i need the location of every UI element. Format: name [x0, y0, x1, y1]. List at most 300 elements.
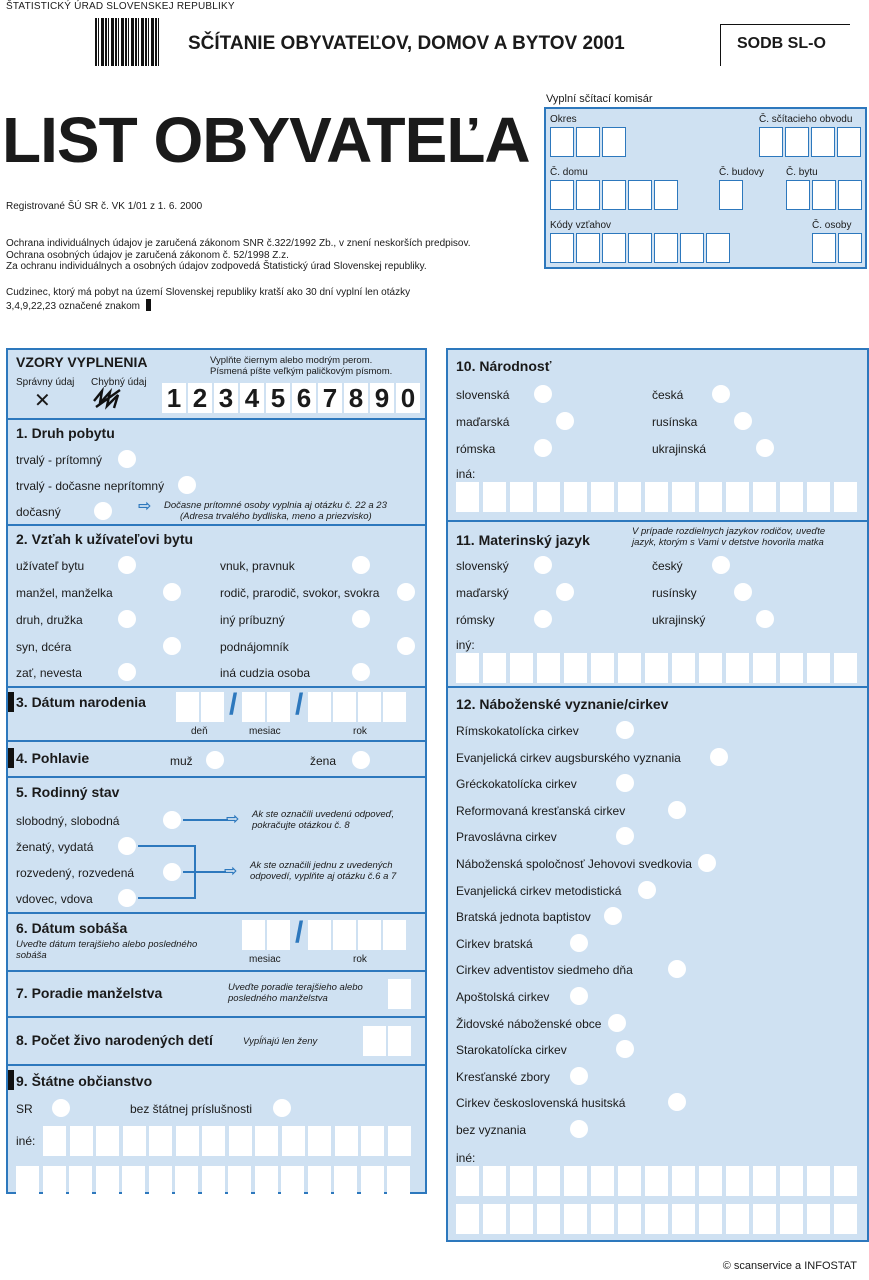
char-box[interactable]: [753, 482, 776, 512]
q2-radio[interactable]: [163, 637, 181, 655]
q12-option-label: Cirkev československá husitská: [456, 1096, 626, 1111]
q12-radio[interactable]: [570, 934, 588, 952]
char-box[interactable]: [780, 1204, 803, 1234]
marker-symbol: [146, 299, 151, 311]
q12-options: [448, 688, 868, 1137]
dom-box[interactable]: [654, 180, 678, 210]
q12-option-label: Bratská jednota baptistov: [456, 910, 591, 925]
q5-title: 5. Rodinný stav: [16, 784, 120, 800]
char-box[interactable]: [672, 1204, 695, 1234]
char-box[interactable]: [510, 482, 533, 512]
q3-year-box[interactable]: [358, 692, 381, 722]
q8-note: Vypĺňajú len ženy: [243, 1036, 318, 1047]
char-box[interactable]: [834, 482, 857, 512]
q2-title: 2. Vzťah k užívateľovi bytu: [16, 531, 194, 547]
date-separator: /: [295, 916, 304, 949]
q4-radio[interactable]: [206, 751, 224, 769]
q1-option-label: trvalý - dočasne neprítomný: [16, 479, 165, 493]
char-box[interactable]: [726, 482, 749, 512]
form-code: SODB SL-O: [737, 35, 826, 52]
year-caption: rok: [353, 726, 367, 737]
q3-title: 3. Dátum narodenia: [16, 694, 146, 710]
char-box[interactable]: [591, 1204, 614, 1234]
char-box[interactable]: [753, 1166, 776, 1196]
q7-box[interactable]: [388, 979, 411, 1009]
q12-option-label: Reformovaná kresťanská cirkev: [456, 803, 626, 818]
q11-radio[interactable]: [734, 583, 752, 601]
char-box[interactable]: [483, 1204, 506, 1234]
char-box[interactable]: [699, 1166, 722, 1196]
q2-radio[interactable]: [397, 637, 415, 655]
char-box[interactable]: [753, 653, 776, 683]
q5-note: pokračujte otázkou č. 8: [252, 820, 350, 831]
q11-section: [448, 520, 867, 686]
connector-line: [194, 871, 226, 873]
char-box[interactable]: [807, 1166, 830, 1196]
char-box[interactable]: [699, 653, 722, 683]
obvod-box[interactable]: [785, 127, 809, 157]
vztahy-box[interactable]: [628, 233, 652, 263]
q6-year-box[interactable]: [383, 920, 406, 950]
q12-option-label: Židovské náboženské obce: [456, 1016, 602, 1031]
q11-radio[interactable]: [556, 583, 574, 601]
q2-option-label: druh, družka: [16, 613, 83, 627]
char-box[interactable]: [618, 1166, 641, 1196]
q12-radio[interactable]: [668, 801, 686, 819]
budova-box[interactable]: [719, 180, 743, 210]
char-box[interactable]: [672, 653, 695, 683]
vztahy-box[interactable]: [680, 233, 704, 263]
dom-box[interactable]: [602, 180, 626, 210]
char-box[interactable]: [564, 1204, 587, 1234]
q3-year-box[interactable]: [383, 692, 406, 722]
q12-other-label: iné:: [456, 1151, 476, 1165]
byt-box[interactable]: [812, 180, 836, 210]
q4-radio[interactable]: [352, 751, 370, 769]
char-box[interactable]: [834, 653, 857, 683]
char-box[interactable]: [176, 1126, 199, 1156]
q10-radio[interactable]: [712, 385, 730, 403]
char-box[interactable]: [456, 482, 479, 512]
q2-radio[interactable]: [397, 583, 415, 601]
q2-radio[interactable]: [118, 610, 136, 628]
char-box[interactable]: [149, 1126, 172, 1156]
obvod-box[interactable]: [811, 127, 835, 157]
char-box[interactable]: [780, 653, 803, 683]
q12-radio[interactable]: [604, 907, 622, 925]
q6-note: Uveďte dátum terajšieho alebo posledného: [16, 939, 198, 950]
q5-radio[interactable]: [118, 889, 136, 907]
dom-box[interactable]: [628, 180, 652, 210]
obvod-label: Č. sčítacieho obvodu: [759, 114, 853, 125]
q10-radio[interactable]: [556, 412, 574, 430]
char-box[interactable]: [202, 1166, 225, 1196]
q12-section: [448, 686, 867, 1240]
correct-mark-icon: ✕: [34, 390, 51, 412]
q2-option-label: iná cudzia osoba: [220, 666, 311, 680]
char-box[interactable]: [456, 653, 479, 683]
q5-radio[interactable]: [118, 837, 136, 855]
q11-option-label: ukrajinský: [652, 613, 706, 627]
char-box[interactable]: [282, 1126, 305, 1156]
q12-radio[interactable]: [570, 1067, 588, 1085]
char-box[interactable]: [645, 482, 668, 512]
char-box[interactable]: [834, 1204, 857, 1234]
sample-digit: 9: [370, 383, 394, 413]
q9-radio[interactable]: [52, 1099, 70, 1117]
q7-note: Uveďte poradie terajšieho alebo: [228, 982, 363, 993]
q2-option-label: zať, nevesta: [16, 666, 82, 680]
char-box[interactable]: [699, 1204, 722, 1234]
registration-note: Registrované ŠÚ SR č. VK 1/01 z 1. 6. 2000: [6, 201, 203, 212]
q2-radio[interactable]: [352, 663, 370, 681]
q12-radio[interactable]: [638, 881, 656, 899]
samples-instruction: Písmená píšte veľkým paličkovým písmom.: [210, 366, 393, 377]
char-box[interactable]: [699, 482, 722, 512]
char-box[interactable]: [255, 1166, 278, 1196]
char-box[interactable]: [123, 1126, 146, 1156]
obvod-box[interactable]: [837, 127, 861, 157]
q10-option-label: rusínska: [652, 415, 698, 429]
q12-radio[interactable]: [668, 1093, 686, 1111]
q10-option-label: maďarská: [456, 415, 510, 429]
char-box[interactable]: [281, 1166, 304, 1196]
q12-radio[interactable]: [616, 721, 634, 739]
char-box[interactable]: [807, 1204, 830, 1234]
q2-radio[interactable]: [352, 610, 370, 628]
char-box[interactable]: [618, 653, 641, 683]
connector-line: [138, 897, 196, 899]
q12-option-label: Pravoslávna cirkev: [456, 830, 557, 845]
char-box[interactable]: [537, 1166, 560, 1196]
q10-title: 10. Národnosť: [456, 358, 552, 374]
q1-option-label: dočasný: [16, 505, 61, 519]
q6-year-box[interactable]: [333, 920, 356, 950]
char-box[interactable]: [618, 482, 641, 512]
foreigner-marker: [8, 1070, 14, 1090]
char-box[interactable]: [564, 1166, 587, 1196]
samples-section: [8, 350, 425, 418]
q11-radio[interactable]: [712, 556, 730, 574]
q6-year-box[interactable]: [308, 920, 331, 950]
char-box[interactable]: [361, 1126, 384, 1156]
q9-option-label: bez štátnej príslušnosti: [130, 1102, 253, 1116]
year-caption: rok: [353, 954, 367, 965]
q12-option-label: bez vyznania: [456, 1123, 527, 1137]
q6-month-box[interactable]: [267, 920, 290, 950]
q12-radio[interactable]: [710, 748, 728, 766]
sample-digit: 7: [318, 383, 342, 413]
char-box[interactable]: [69, 1166, 92, 1196]
sample-digit: 1: [162, 383, 186, 413]
okres-box[interactable]: [602, 127, 626, 157]
char-box[interactable]: [361, 1166, 384, 1196]
q6-year-box[interactable]: [358, 920, 381, 950]
char-box[interactable]: [780, 1166, 803, 1196]
day-caption: deň: [191, 726, 208, 737]
char-box[interactable]: [591, 653, 614, 683]
q11-option-label: rómsky: [456, 613, 495, 627]
char-box[interactable]: [96, 1126, 119, 1156]
q2-radio[interactable]: [118, 663, 136, 681]
okres-box[interactable]: [550, 127, 574, 157]
q8-box[interactable]: [388, 1026, 411, 1056]
char-box[interactable]: [564, 482, 587, 512]
sample-digit: 5: [266, 383, 290, 413]
q1-title: 1. Druh pobytu: [16, 425, 115, 441]
char-box[interactable]: [334, 1166, 357, 1196]
arrow-right-icon: ⇨: [138, 498, 152, 515]
date-separator: /: [295, 688, 304, 721]
q8-box[interactable]: [363, 1026, 386, 1056]
char-box[interactable]: [672, 1166, 695, 1196]
q9-other-row: [16, 1166, 426, 1198]
q10-option-label: česká: [652, 388, 684, 402]
okres-label: Okres: [550, 114, 577, 125]
sample-digit: 3: [214, 383, 238, 413]
q12-option-label: Rímskokatolícka cirkev: [456, 724, 579, 738]
q9-section: [8, 1064, 425, 1192]
q5-option-label: ženatý, vydatá: [16, 840, 94, 854]
char-box[interactable]: [618, 1204, 641, 1234]
commissioner-panel: [544, 107, 867, 269]
q2-radio[interactable]: [352, 556, 370, 574]
char-box[interactable]: [228, 1166, 251, 1196]
char-box[interactable]: [537, 653, 560, 683]
connector-line: [138, 845, 196, 847]
q6-month-box[interactable]: [242, 920, 265, 950]
q12-option-label: Starokatolícka cirkev: [456, 1043, 567, 1058]
byt-box[interactable]: [786, 180, 810, 210]
q11-radio[interactable]: [534, 556, 552, 574]
q12-option-label: Náboženská spoločnosť Jehovovi svedkovia: [456, 857, 692, 871]
q3-day-box[interactable]: [201, 692, 224, 722]
q12-option-label: Evanjelická cirkev metodistická: [456, 883, 622, 898]
month-caption: mesiac: [249, 726, 281, 737]
q1-note: (Adresa trvalého bydliska, meno a priezvisko): [180, 511, 372, 522]
q2-radio[interactable]: [163, 583, 181, 601]
q10-other-label: iná:: [456, 467, 476, 481]
dom-box[interactable]: [576, 180, 600, 210]
q5-option-label: rozvedený, rozvedená: [16, 866, 135, 880]
sample-digit: 0: [396, 383, 420, 413]
char-box[interactable]: [16, 1166, 39, 1196]
q10-radio[interactable]: [534, 439, 552, 457]
q9-option-label: SR: [16, 1102, 33, 1116]
q12-radio[interactable]: [668, 960, 686, 978]
q5-radio[interactable]: [163, 811, 181, 829]
char-box[interactable]: [308, 1166, 331, 1196]
q12-option-label: Gréckokatolícka cirkev: [456, 777, 577, 792]
q11-note: V prípade rozdielnych jazykov rodičov, uveďte: [632, 526, 826, 537]
osoba-box[interactable]: [838, 233, 862, 263]
dom-label: Č. domu: [550, 167, 588, 178]
q12-radio[interactable]: [616, 827, 634, 845]
q10-radio[interactable]: [756, 439, 774, 457]
q10-option-label: ukrajinská: [652, 442, 707, 456]
q11-other-label: iný:: [456, 638, 475, 652]
q6-section: [8, 912, 425, 970]
char-box[interactable]: [834, 1166, 857, 1196]
q5-option-label: vdovec, vdova: [16, 892, 93, 906]
q3-section: [8, 686, 425, 740]
char-box[interactable]: [122, 1166, 145, 1196]
q11-radio[interactable]: [534, 610, 552, 628]
q1-radio[interactable]: [178, 476, 196, 494]
q7-note: posledného manželstva: [228, 993, 328, 1004]
month-caption: mesiac: [249, 954, 281, 965]
q12-title: 12. Náboženské vyznanie/cirkev: [456, 696, 669, 712]
char-box[interactable]: [537, 482, 560, 512]
char-box[interactable]: [510, 1204, 533, 1234]
q12-other-row: [456, 1166, 866, 1198]
q3-month-box[interactable]: [242, 692, 265, 722]
q2-option-label: manžel, manželka: [16, 586, 113, 600]
q4-option-label: muž: [170, 754, 193, 768]
vztahy-box[interactable]: [706, 233, 730, 263]
char-box[interactable]: [510, 1166, 533, 1196]
char-box[interactable]: [591, 1166, 614, 1196]
q12-option-label: Cirkev bratská: [456, 936, 533, 951]
char-box[interactable]: [537, 1204, 560, 1234]
q2-option-label: podnájomník: [220, 640, 289, 654]
char-box[interactable]: [591, 482, 614, 512]
foreigner-marker: [8, 748, 14, 768]
q12-radio[interactable]: [570, 987, 588, 1005]
sample-digit: 2: [188, 383, 212, 413]
vztahy-box[interactable]: [602, 233, 626, 263]
q3-month-box[interactable]: [267, 692, 290, 722]
char-box[interactable]: [202, 1126, 225, 1156]
sample-digit: 6: [292, 383, 316, 413]
vztahy-box[interactable]: [576, 233, 600, 263]
char-box[interactable]: [456, 1166, 479, 1196]
char-box[interactable]: [564, 653, 587, 683]
q6-title: 6. Dátum sobáša: [16, 920, 128, 936]
q12-radio[interactable]: [616, 1040, 634, 1058]
vztahy-label: Kódy vzťahov: [550, 220, 612, 231]
q11-note: jazyk, ktorým s Vami v detstve hovorila matka: [632, 537, 824, 548]
q5-radio[interactable]: [163, 863, 181, 881]
samples-title: VZORY VYPLNENIA: [16, 354, 148, 370]
q10-radio[interactable]: [534, 385, 552, 403]
char-box[interactable]: [387, 1166, 410, 1196]
char-box[interactable]: [510, 653, 533, 683]
char-box[interactable]: [672, 482, 695, 512]
arrow-right-icon: ⇨: [224, 863, 238, 880]
osoba-box[interactable]: [812, 233, 836, 263]
char-box[interactable]: [726, 1204, 749, 1234]
q1-radio[interactable]: [94, 502, 112, 520]
data-protection-note: [6, 238, 471, 273]
char-box[interactable]: [335, 1126, 358, 1156]
q9-radio[interactable]: [273, 1099, 291, 1117]
char-box[interactable]: [807, 482, 830, 512]
char-box[interactable]: [780, 482, 803, 512]
char-box[interactable]: [456, 1204, 479, 1234]
q5-option-label: slobodný, slobodná: [16, 814, 120, 828]
q11-option-label: maďarský: [456, 586, 509, 600]
char-box[interactable]: [753, 1204, 776, 1234]
q7-title: 7. Poradie manželstva: [16, 985, 163, 1001]
char-box[interactable]: [255, 1126, 278, 1156]
q10-option-label: rómska: [456, 442, 496, 456]
q8-title: 8. Počet živo narodených detí: [16, 1032, 213, 1048]
q5-note: Ak ste označili jednu z uvedených: [250, 860, 393, 871]
wrong-mark-icon: [92, 387, 122, 416]
char-box[interactable]: [96, 1166, 119, 1196]
q12-option-label: Evanjelická cirkev augsburského vyznania: [456, 750, 681, 765]
char-box[interactable]: [229, 1126, 252, 1156]
q12-radio[interactable]: [570, 1120, 588, 1138]
okres-box[interactable]: [576, 127, 600, 157]
byt-box[interactable]: [838, 180, 862, 210]
q12-radio[interactable]: [608, 1014, 626, 1032]
char-box[interactable]: [645, 1204, 668, 1234]
barcode: [95, 18, 159, 66]
char-box[interactable]: [807, 653, 830, 683]
vztahy-box[interactable]: [654, 233, 678, 263]
char-box[interactable]: [645, 653, 668, 683]
q3-day-box[interactable]: [176, 692, 199, 722]
q3-year-box[interactable]: [333, 692, 356, 722]
char-box[interactable]: [726, 653, 749, 683]
date-separator: /: [229, 688, 238, 721]
char-box[interactable]: [388, 1126, 411, 1156]
q11-option-label: slovenský: [456, 559, 509, 573]
q10-radio[interactable]: [734, 412, 752, 430]
q7-section: [8, 970, 425, 1016]
char-box[interactable]: [726, 1166, 749, 1196]
obvod-box[interactable]: [759, 127, 783, 157]
byt-label: Č. bytu: [786, 167, 818, 178]
char-box[interactable]: [149, 1166, 172, 1196]
samples-instruction: Vyplňte čiernym alebo modrým perom.: [210, 355, 373, 366]
q11-other-row: [456, 653, 866, 685]
q3-year-box[interactable]: [308, 692, 331, 722]
char-box[interactable]: [43, 1126, 66, 1156]
q6-note: sobáša: [16, 950, 47, 961]
char-box[interactable]: [43, 1166, 66, 1196]
dom-box[interactable]: [550, 180, 574, 210]
char-box[interactable]: [308, 1126, 331, 1156]
char-box[interactable]: [175, 1166, 198, 1196]
foreigner-line: Cudzinec, ktorý má pobyt na území Slovenskej republiky kratší ako 30 dní vyplní len otázky: [6, 287, 411, 298]
q12-radio[interactable]: [698, 854, 716, 872]
char-box[interactable]: [483, 653, 506, 683]
wrong-label: Chybný údaj: [91, 377, 147, 388]
q10-option-label: slovenská: [456, 388, 510, 402]
q1-radio[interactable]: [118, 450, 136, 468]
q4-option-label: žena: [310, 754, 337, 768]
q12-option-label: Apoštolská cirkev: [456, 990, 550, 1004]
char-box[interactable]: [645, 1166, 668, 1196]
q2-section: [8, 524, 425, 686]
char-box[interactable]: [70, 1126, 93, 1156]
q12-radio[interactable]: [616, 774, 634, 792]
protection-line: Ochrana osobných údajov je zaručená zákonom č. 52/1998 Z.z.: [6, 249, 289, 261]
char-box[interactable]: [483, 1166, 506, 1196]
char-box[interactable]: [483, 482, 506, 512]
budova-label: Č. budovy: [719, 167, 765, 178]
agency-name: ŠTATISTICKÝ ÚRAD SLOVENSKEJ REPUBLIKY: [6, 1, 235, 12]
commissioner-caption: Vyplní sčítací komisár: [546, 93, 653, 105]
q11-radio[interactable]: [756, 610, 774, 628]
q2-radio[interactable]: [118, 556, 136, 574]
osoba-label: Č. osoby: [812, 220, 852, 231]
page-title: LIST OBYVATEĽA: [2, 104, 530, 176]
vztahy-box[interactable]: [550, 233, 574, 263]
